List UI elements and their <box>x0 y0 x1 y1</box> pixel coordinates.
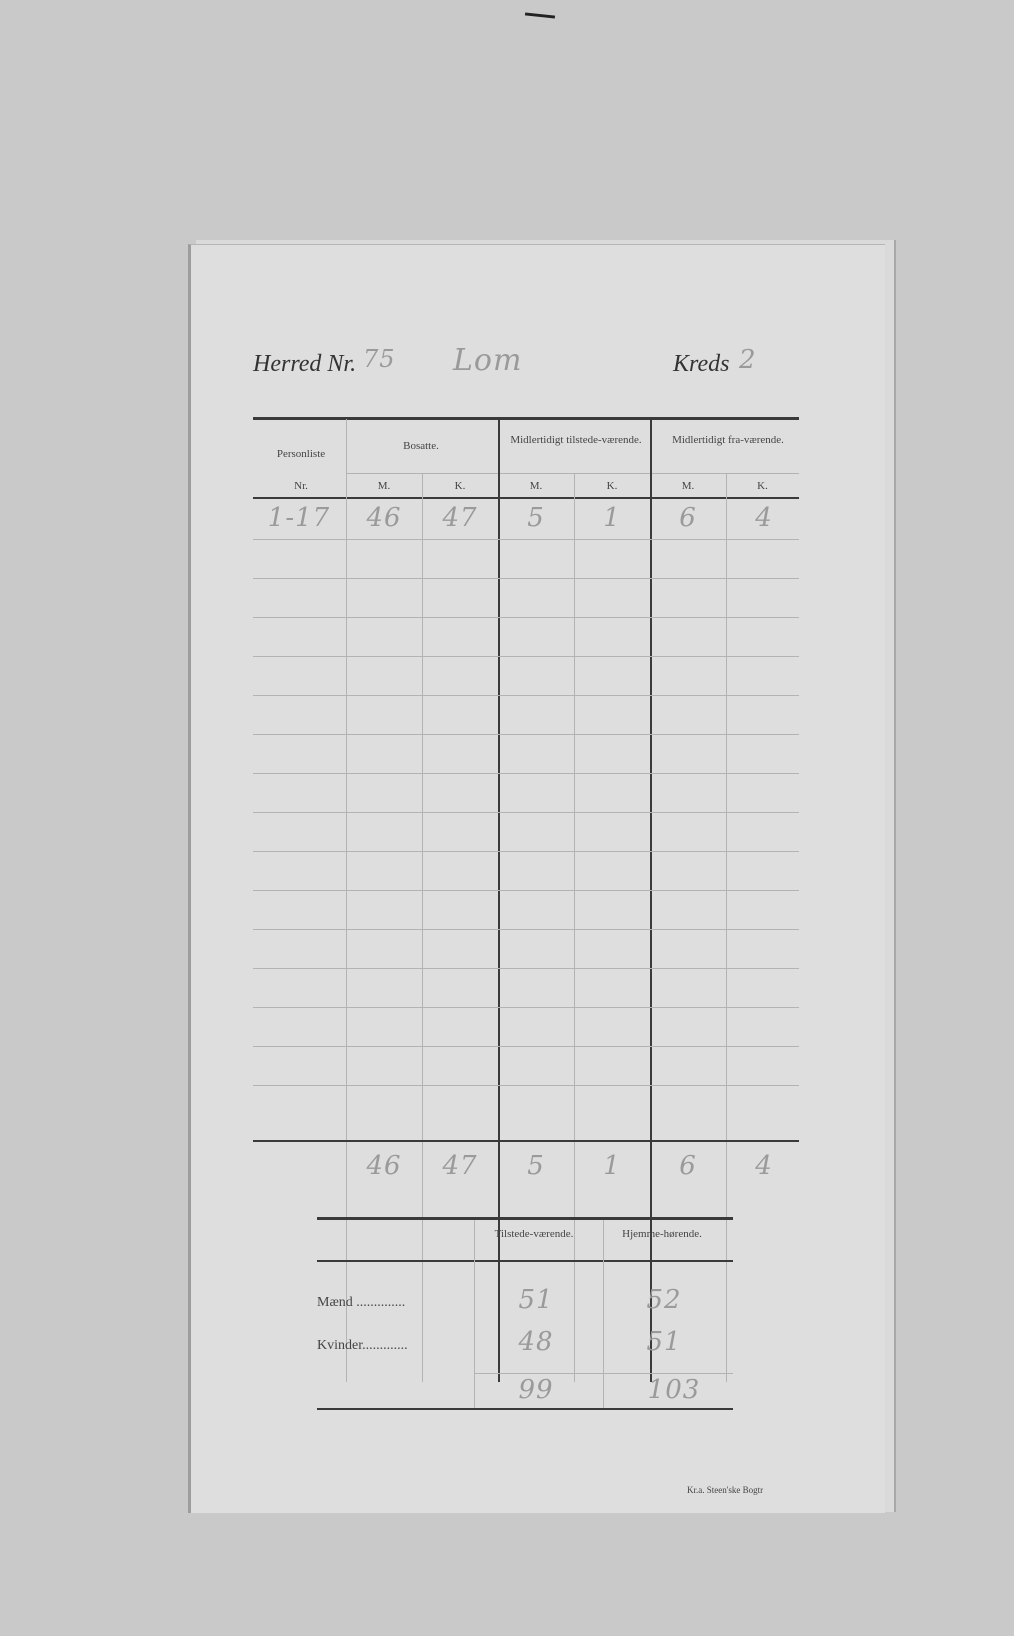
kvinder-label: Kvinder............. <box>317 1338 408 1353</box>
row-line <box>253 1046 799 1047</box>
sub-fra-m: M. <box>681 480 695 492</box>
herred-name: Lom <box>453 343 523 378</box>
row-line <box>253 578 799 579</box>
row1-personliste: 1-17 <box>267 503 331 533</box>
col-fra-header: Midlertidigt fra-værende. <box>672 434 784 446</box>
row-line <box>253 617 799 618</box>
row-line <box>253 890 799 891</box>
row1-tilstede-k: 1 <box>603 503 621 533</box>
subheader-divider <box>346 473 799 474</box>
sub-bosatte-m: M. <box>377 480 391 492</box>
total-bosatte-k: 47 <box>442 1151 478 1181</box>
row-line <box>253 812 799 813</box>
table-top-rule <box>253 417 799 420</box>
printer-imprint: Kr.a. Steen'ske Bogtr <box>687 1485 764 1495</box>
row-line <box>253 1007 799 1008</box>
row-line <box>253 968 799 969</box>
row-line <box>253 851 799 852</box>
col-bosatte-header: Bosatte. <box>403 440 439 452</box>
col-personliste-header: Personliste <box>276 448 326 460</box>
maend-tilstede: 51 <box>518 1285 554 1315</box>
row1-tilstede-m: 5 <box>527 503 545 533</box>
margin-mark <box>525 12 555 18</box>
row-line <box>253 734 799 735</box>
summary-header-rule <box>317 1260 733 1262</box>
row-line <box>253 695 799 696</box>
summary-col-divider <box>603 1220 604 1408</box>
summary-top-rule <box>317 1217 733 1220</box>
total-bosatte-m: 46 <box>366 1151 402 1181</box>
header-bottom-rule <box>253 497 799 499</box>
summary-col-divider <box>474 1220 475 1408</box>
row-line <box>253 656 799 657</box>
row-line <box>253 773 799 774</box>
col-divider <box>346 419 347 1382</box>
maend-hjemme: 52 <box>646 1285 682 1315</box>
row-line <box>253 929 799 930</box>
summary-bottom-rule <box>317 1408 733 1410</box>
row-line <box>253 1085 799 1086</box>
kreds-number: 2 <box>739 345 757 375</box>
total-fra-m: 6 <box>679 1151 697 1181</box>
sub-tilstede-m: M. <box>529 480 543 492</box>
summary-sum-line <box>474 1373 733 1374</box>
kvinder-tilstede: 48 <box>518 1327 554 1357</box>
col-tilstede-header: Midlertidigt tilstede-værende. <box>510 434 642 446</box>
total-hjemme: 103 <box>647 1375 701 1405</box>
row1-fra-k: 4 <box>755 503 773 533</box>
kvinder-hjemme: 51 <box>646 1327 682 1357</box>
total-tilstede-k: 1 <box>603 1151 621 1181</box>
summary-col-hjemme: Hjemme-hørende. <box>622 1228 702 1240</box>
col-divider <box>726 473 727 1382</box>
sub-tilstede-k: K. <box>606 480 618 492</box>
herred-number: 75 <box>363 345 396 373</box>
row1-bosatte-m: 46 <box>366 503 402 533</box>
kreds-label: Kreds <box>673 351 730 377</box>
sub-nr: Nr. <box>294 480 308 492</box>
herred-label: Herred Nr. <box>253 351 357 377</box>
summary-col-tilstede: Tilstede-værende. <box>494 1228 574 1240</box>
sub-bosatte-k: K. <box>454 480 466 492</box>
col-divider <box>422 473 423 1382</box>
total-tilstede: 99 <box>518 1375 554 1405</box>
row1-fra-m: 6 <box>679 503 697 533</box>
maend-label: Mænd .............. <box>317 1295 406 1310</box>
census-form-sheet <box>188 244 885 1513</box>
row1-bosatte-k: 47 <box>442 503 478 533</box>
total-tilstede-m: 5 <box>527 1151 545 1181</box>
row-line <box>253 539 799 540</box>
total-fra-k: 4 <box>755 1151 773 1181</box>
totals-rule <box>253 1140 799 1142</box>
sub-fra-k: K. <box>757 480 768 492</box>
col-divider <box>574 473 575 1382</box>
